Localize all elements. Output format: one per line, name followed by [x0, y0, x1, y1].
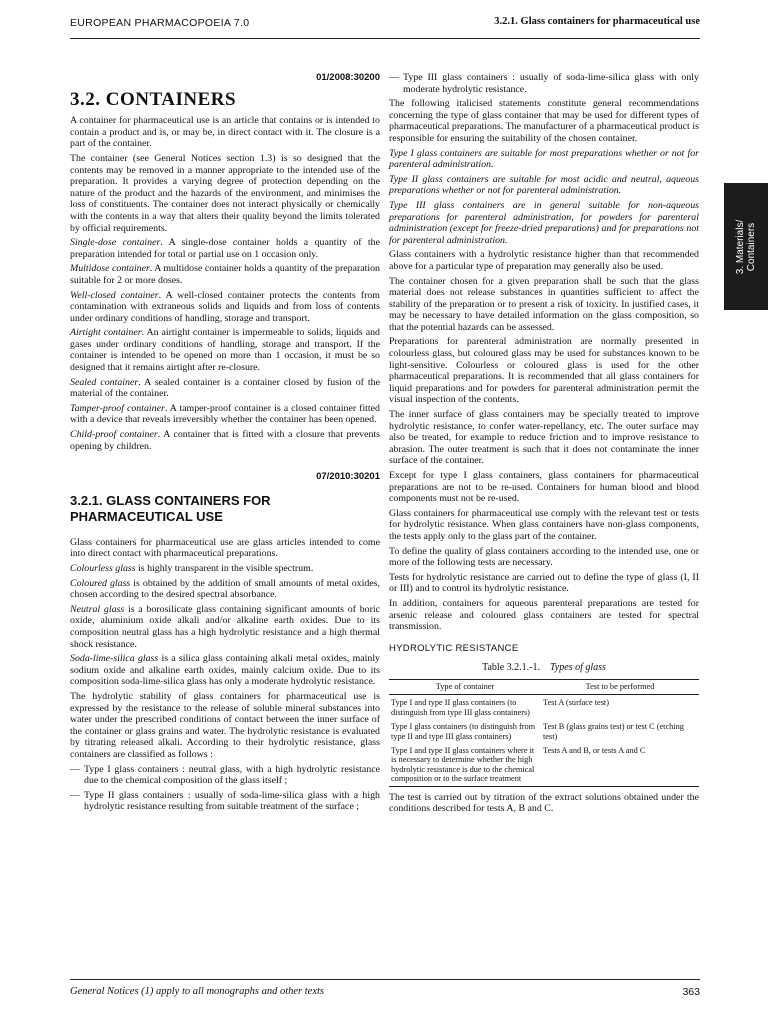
definition-text: . A tamper-proof container is a closed container fitted with a device that reveals irreversibly whether the container has been opened. — [70, 402, 380, 426]
table-row — [389, 719, 699, 743]
paragraph: To define the quality of glass containers according to the intended use, one or more of the following tests are necessary. — [389, 545, 699, 569]
column-header: Type of container — [389, 679, 541, 694]
header-rule — [70, 38, 700, 39]
paragraph: The container (see General Notices section 1.3) is so designed that the contents may be removed in a manner appropriate to the intended use of the preparation. It provides a varying degree of protection depending on the nature of the product and the hazards of the environment, and minimises the loss of constituents. The container does not interact physically or chemically with the contents in a way that alters their quality beyond the limits tolerated by official requirements. — [70, 152, 380, 234]
side-tab-line-1: 3. Materials/ — [735, 219, 746, 274]
paragraph: The hydrolytic stability of glass containers for pharmaceutical use is expressed by the resistance to the release of soluble mineral substances into water under the prescribed conditions of contact between the inner surface of the container or glass grains and water. The hydrolytic resistance is evaluated by titrating released alkali. According to their hydrolytic resistance, glass containers are classified as follows : — [70, 690, 380, 760]
recommendation-text: Type III glass containers are in general suitable for non-aqueous preparations for parenteral administration, for powders for parenteral administration (except for freeze-dried preparations) and for preparations not for parenteral administration. — [389, 199, 699, 246]
chapter-side-tab — [724, 183, 768, 310]
definition-term: Sealed container — [70, 376, 139, 388]
glass-types-table — [389, 679, 699, 787]
definition-term: Coloured glass — [70, 577, 131, 589]
definition-term: Multidose container — [70, 263, 150, 275]
italic-recommendation — [389, 148, 699, 171]
paragraph: The inner surface of glass containers may be specially treated to improve hydrolytic resistance, to confer water-repellancy, etc. The outer surface may also be treated, for example to reduce friction and to improve resistance to abrasion. The outer treatment is such that it does not contaminate the inner surface of the container. — [389, 409, 699, 467]
table-caption — [389, 662, 699, 674]
side-tab-line-2: Containers — [746, 222, 757, 271]
paragraph: Glass containers with a hydrolytic resistance higher than that recommended above for a particular type of preparation may generally also be used. — [389, 249, 699, 272]
glass-type-list-continued — [389, 72, 699, 95]
page-number: 363 — [682, 986, 700, 998]
definition-text: is a silica glass containing alkali metal oxides, mainly sodium oxide and alkaline earth oxides, mainly calcium oxide. Due to its composition soda-lime-silica glass has only a moderate hydrolytic resistance. — [70, 653, 380, 688]
glass-definition — [70, 604, 380, 650]
definition-text: . A single-dose container holds a quantity of the preparation intended for total or partial use on 1 occasion only. — [70, 237, 380, 260]
recommendation-text: Type I glass containers are suitable for most preparations whether or not for parenteral administration. — [389, 147, 699, 171]
definition-term: Soda-lime-silica glass — [70, 653, 159, 665]
running-header-right: 3.2.1. Glass containers for pharmaceutical use — [494, 16, 700, 27]
section-gap — [70, 455, 380, 471]
monograph-reference: 01/2008:30200 — [316, 72, 380, 83]
definition-term: Airtight container — [70, 327, 142, 339]
definition-text: . An airtight container is impermeable to solids, liquids and gases under ordinary conditions of handling, storage and transport. If the container is intended to be opened on more than 1 occasion, it must be so designed that it remains airtight after re-closure. — [70, 327, 380, 374]
subsection-title: 3.2.1. GLASS CONTAINERS FOR PHARMACEUTICAL USE — [70, 492, 271, 524]
table-cell: Test B (glass grains test) or test C (etching test) — [543, 722, 684, 741]
definition-paragraph — [70, 327, 380, 373]
definition-paragraph — [70, 237, 380, 260]
definition-term: Colourless glass — [70, 563, 136, 574]
table-row — [389, 695, 699, 719]
table-cell: Type I and type II glass containers where it is necessary to determine whether the high hydrolytic resistance is due to the chemical composition or to the surface treatment — [389, 743, 541, 786]
definition-paragraph — [70, 403, 380, 426]
definition-term: Child-proof container — [70, 429, 158, 441]
definition-text: is obtained by the addition of small amounts of metal oxides, chosen according to the desired spectral absorbance. — [70, 577, 380, 601]
paragraph: A container for pharmaceutical use is an article that contains or is intended to contain a product and is, or may be, in direct contact with it. The closure is a part of the container. — [70, 115, 380, 150]
column-header: Test to be performed — [541, 679, 699, 694]
footer-note: General Notices (1) apply to all monographs and other texts — [70, 986, 325, 997]
paragraph: The following italicised statements constitute general recommendations concerning the type of glass container that may be used for different types of pharmaceutical preparations. The manufacturer of a pharmaceutical product is responsible for ensuring the suitability of the chosen container. — [389, 98, 699, 144]
paragraph: The container chosen for a given preparation shall be such that the glass material does not release substances in quantities sufficient to affect the stability of the preparation or to present a risk of toxicity. In justified cases, it may be necessary to have detailed information on the glass composition, so that the potential hazards can be assessed. — [389, 275, 699, 333]
definition-text: . A multidose container holds a quantity of the preparation suitable for 2 or more doses. — [70, 263, 380, 286]
paragraph: Glass containers for pharmaceutical use are glass articles intended to come into direct contact with pharmaceutical preparations. — [70, 536, 380, 560]
glass-definition — [70, 563, 380, 575]
glass-definition — [70, 653, 380, 688]
definition-text: is highly transparent in the visible spectrum. — [135, 563, 314, 574]
table-cell: Tests A and B, or tests A and C — [541, 743, 699, 786]
definition-term: Neutral glass — [70, 603, 125, 615]
table-cell: Type I glass containers (to distinguish from type II and type III glass containers) — [391, 722, 536, 741]
table-cell: Test A (surface test) — [543, 698, 610, 708]
table-title: Types of glass — [549, 662, 606, 674]
paragraph: Glass containers for pharmaceutical use comply with the relevant test or tests for hydrolytic resistance. When glass containers have non-glass components, the tests apply only to the glass part of the container. — [389, 507, 699, 542]
monograph-reference: 07/2010:30201 — [316, 471, 380, 483]
table-cell: Type I and type II glass containers (to distinguish from type III glass containers) — [391, 698, 530, 717]
section-title: 3.2. CONTAINERS — [70, 88, 237, 110]
definition-term: Well-closed container — [70, 289, 159, 301]
subsection-heading: HYDROLYTIC RESISTANCE — [389, 642, 519, 654]
glass-type-list — [70, 764, 380, 813]
running-header-left: EUROPEAN PHARMACOPOEIA 7.0 — [70, 17, 250, 29]
definition-paragraph — [70, 429, 380, 452]
definition-term: Tamper-proof container — [70, 402, 165, 414]
paragraph: The test is carried out by titration of the extract solutions obtained under the conditions described for tests A, B and C. — [389, 791, 699, 815]
left-column — [70, 72, 380, 816]
list-item: — Type III glass containers : usually of soda-lime-silica glass with only moderate hydrolytic resistance. — [389, 72, 699, 95]
definition-paragraph — [70, 377, 380, 400]
table-header-row — [389, 679, 699, 694]
definition-paragraph — [70, 263, 380, 286]
definition-text: . A sealed container is a container closed by fusion of the material of the container. — [70, 376, 380, 400]
paragraph: Tests for hydrolytic resistance are carried out to define the type of glass (I, II or III) and to control its hydrolytic resistance. — [389, 571, 699, 595]
italic-recommendation — [389, 174, 699, 197]
definition-term: Single-dose container — [70, 237, 161, 249]
table-row — [389, 743, 699, 786]
right-column — [389, 72, 699, 818]
glass-definition — [70, 578, 380, 601]
definition-text: . A well-closed container protects the contents from contamination with extraneous solids and liquids and from loss of contents under ordinary conditions of handling, storage and transport. — [70, 289, 380, 324]
definition-paragraph — [70, 290, 380, 325]
definition-text: is a borosilicate glass containing significant amounts of boric oxide, aluminium oxide alkali and/or alkaline earth oxides. Due to its composition neutral glass has a high hydrolytic resistance and a high thermal shock resistance. — [70, 603, 380, 650]
side-tab-label — [735, 219, 757, 273]
list-item: — Type II glass containers : usually of soda-lime-silica glass with a high hydrolytic resistance resulting from suitable treatment of the surface ; — [70, 790, 380, 813]
table-number: Table 3.2.1.-1. — [482, 662, 540, 674]
italic-recommendation — [389, 200, 699, 246]
definition-text: . A container that is fitted with a closure that prevents opening by children. — [70, 429, 380, 452]
list-item: — Type I glass containers : neutral glass, with a high hydrolytic resistance due to the chemical composition of the glass itself ; — [70, 764, 380, 787]
paragraph: In addition, containers for aqueous parenteral preparations are tested for arsenic release and coloured glass containers are tested for spectral transmission. — [389, 597, 699, 633]
paragraph: Except for type I glass containers, glass containers for pharmaceutical preparations are not to be re-used. Containers for human blood and blood components must not be re-used. — [389, 470, 699, 505]
footer-rule — [70, 979, 700, 980]
paragraph: Preparations for parenteral administration are normally presented in colourless glass, but coloured glass may be used for substances known to be light-sensitive. Colourless or coloured glass is used for the other pharmaceutical preparations. It is recommended that all glass containers for liquid preparations and for powders for parenteral administration permit the visual inspection of the contents. — [389, 336, 699, 406]
recommendation-text: Type II glass containers are suitable for most acidic and neutral, aqueous preparations whether or not for parenteral administration. — [389, 173, 699, 197]
